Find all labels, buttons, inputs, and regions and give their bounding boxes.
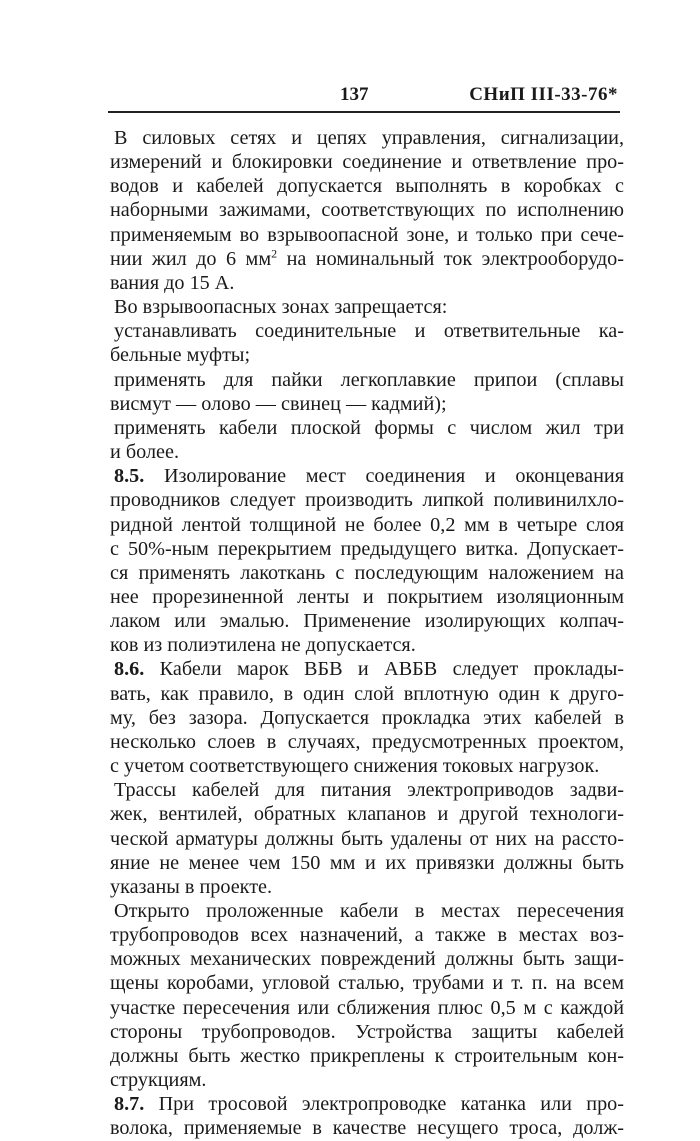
text-line [110, 392, 624, 416]
page-number: 137 [340, 84, 369, 105]
line-text: трубопроводов всех назначений, а также в местах воз- [110, 924, 624, 947]
text-line [110, 947, 624, 971]
line-text: Во взрывоопасных зонах запрещается: [114, 296, 448, 319]
text-line [110, 851, 624, 875]
text-line [110, 1020, 624, 1044]
clause-number: 8.7. [114, 1093, 145, 1116]
text-line [110, 633, 624, 657]
page-header [108, 84, 618, 110]
line-text: ридной лентой толщиной не более 0,2 мм в четыре слоя [110, 513, 624, 536]
line-text: вать, как правило, в один слой вплотную один к друго- [110, 682, 624, 705]
line-text: щены коробами, угловой сталью, трубами и т. п. на всем [110, 972, 624, 995]
text-line [110, 464, 624, 488]
line-text: и более. [110, 441, 179, 464]
text-line [110, 150, 624, 174]
text-line [110, 1044, 624, 1068]
line-text: висмут — олово — свинец — кадмий); [110, 392, 447, 415]
text-line [110, 271, 624, 295]
line-text: При тросовой электропроводке катанка или про- [144, 1093, 624, 1116]
line-text: ков из полиэтилена не допускается. [110, 634, 416, 657]
text-line [110, 513, 624, 537]
document-code: СНиП III-33-76* [469, 84, 618, 105]
line-text: В силовых сетях и цепях управления, сигнализации, [114, 127, 624, 149]
text-line [110, 416, 624, 440]
line-text: должны быть жестко прикреплены к строительным кон- [110, 1044, 624, 1067]
text-line [110, 996, 624, 1020]
text-line [110, 657, 624, 681]
text-line [110, 537, 624, 561]
header-rule [108, 111, 620, 113]
text-line [110, 923, 624, 947]
line-text: наборными зажимами, соответствующих по исполнению [110, 199, 624, 222]
text-line [110, 368, 624, 392]
text-line [110, 198, 624, 222]
line-text: ся применять лакоткань с последующим наложением на [110, 561, 624, 584]
text-line [110, 1092, 624, 1116]
line-text: Открыто проложенные кабели в местах пересечения [114, 900, 624, 922]
line-text: бельные муфты; [110, 344, 251, 367]
text-line [110, 223, 624, 247]
text-line [110, 730, 624, 754]
line-text: Кабели марок ВБВ и АВБВ следует проклады- [144, 658, 624, 681]
line-text: можных механических повреждений должны быть защи- [110, 948, 624, 971]
line-text: измерений и блокировки соединение и ответвление про- [110, 151, 624, 174]
text-line [110, 682, 624, 706]
line-text: жек, вентилей, обратных клапанов и другой технологи- [110, 803, 624, 826]
clause-number: 8.6. [114, 658, 145, 681]
line-text: с учетом соответствующего снижения токовых нагрузок. [110, 755, 600, 778]
line-text: Изолирование мест соединения и оконцевания [144, 465, 624, 488]
line-text: нии жил до 6 мм [110, 247, 272, 270]
text-line [110, 1116, 624, 1140]
text-line [110, 827, 624, 851]
line-text: водов и кабелей допускается выполнять в коробках с [110, 175, 624, 198]
body-text [110, 126, 624, 1141]
line-text: проводников следует производить липкой поливинилхло- [110, 489, 624, 512]
text-line [110, 875, 624, 899]
line-text: участке пересечения или сближения плюс 0,5 м с каждой [110, 996, 624, 1019]
line-text: вания до 15 А. [110, 271, 235, 294]
text-line [110, 561, 624, 585]
text-line [110, 609, 624, 633]
line-text: ческой арматуры должны быть удалены от них на рассто- [110, 827, 624, 850]
text-line [110, 778, 624, 802]
line-text: несколько слоев в случаях, предусмотренных проектом, [110, 730, 624, 753]
line-text: стороны трубопроводов. Устройства защиты кабелей [110, 1020, 624, 1043]
line-text: нее прорезиненной ленты и покрытием изоляционным [110, 585, 624, 608]
text-line [110, 706, 624, 730]
text-line [110, 247, 624, 271]
text-line [110, 319, 624, 343]
text-line [110, 440, 624, 464]
superscript: 2 [271, 246, 278, 261]
text-line [110, 174, 624, 198]
line-text: с 50%-ным перекрытием предыдущего витка. Допускает- [110, 537, 624, 560]
text-line [110, 971, 624, 995]
line-text: му, без зазора. Допускается прокладка этих кабелей в [110, 706, 624, 729]
line-text: применять для пайки легкоплавкие припои (сплавы [114, 368, 624, 391]
text-line [110, 295, 624, 319]
line-text: Трассы кабелей для питания электроприводов задви- [114, 779, 624, 802]
text-line [110, 488, 624, 512]
text-line [110, 802, 624, 826]
text-line [110, 754, 624, 778]
line-text: указаны в проекте. [110, 875, 273, 898]
line-text: яние не менее чем 150 мм и их привязки должны быть [110, 851, 624, 874]
line-text-rest: на номинальный ток электрооборудо- [277, 247, 624, 270]
text-line [110, 585, 624, 609]
text-line [110, 343, 624, 367]
line-text: применять кабели плоской формы с числом жил три [114, 416, 624, 439]
line-text: устанавливать соединительные и ответвительные ка- [114, 320, 624, 343]
line-text: струкциям. [110, 1069, 207, 1092]
text-line [110, 126, 624, 150]
line-text: лаком или эмалью. Применение изолирующих колпач- [110, 610, 624, 633]
text-line [110, 899, 624, 923]
line-text: применяемым во взрывоопасной зоне, и только при сече- [110, 223, 624, 246]
line-text: волока, применяемые в качестве несущего троса, долж- [110, 1117, 624, 1140]
clause-number: 8.5. [114, 465, 145, 488]
text-line [110, 1068, 624, 1092]
